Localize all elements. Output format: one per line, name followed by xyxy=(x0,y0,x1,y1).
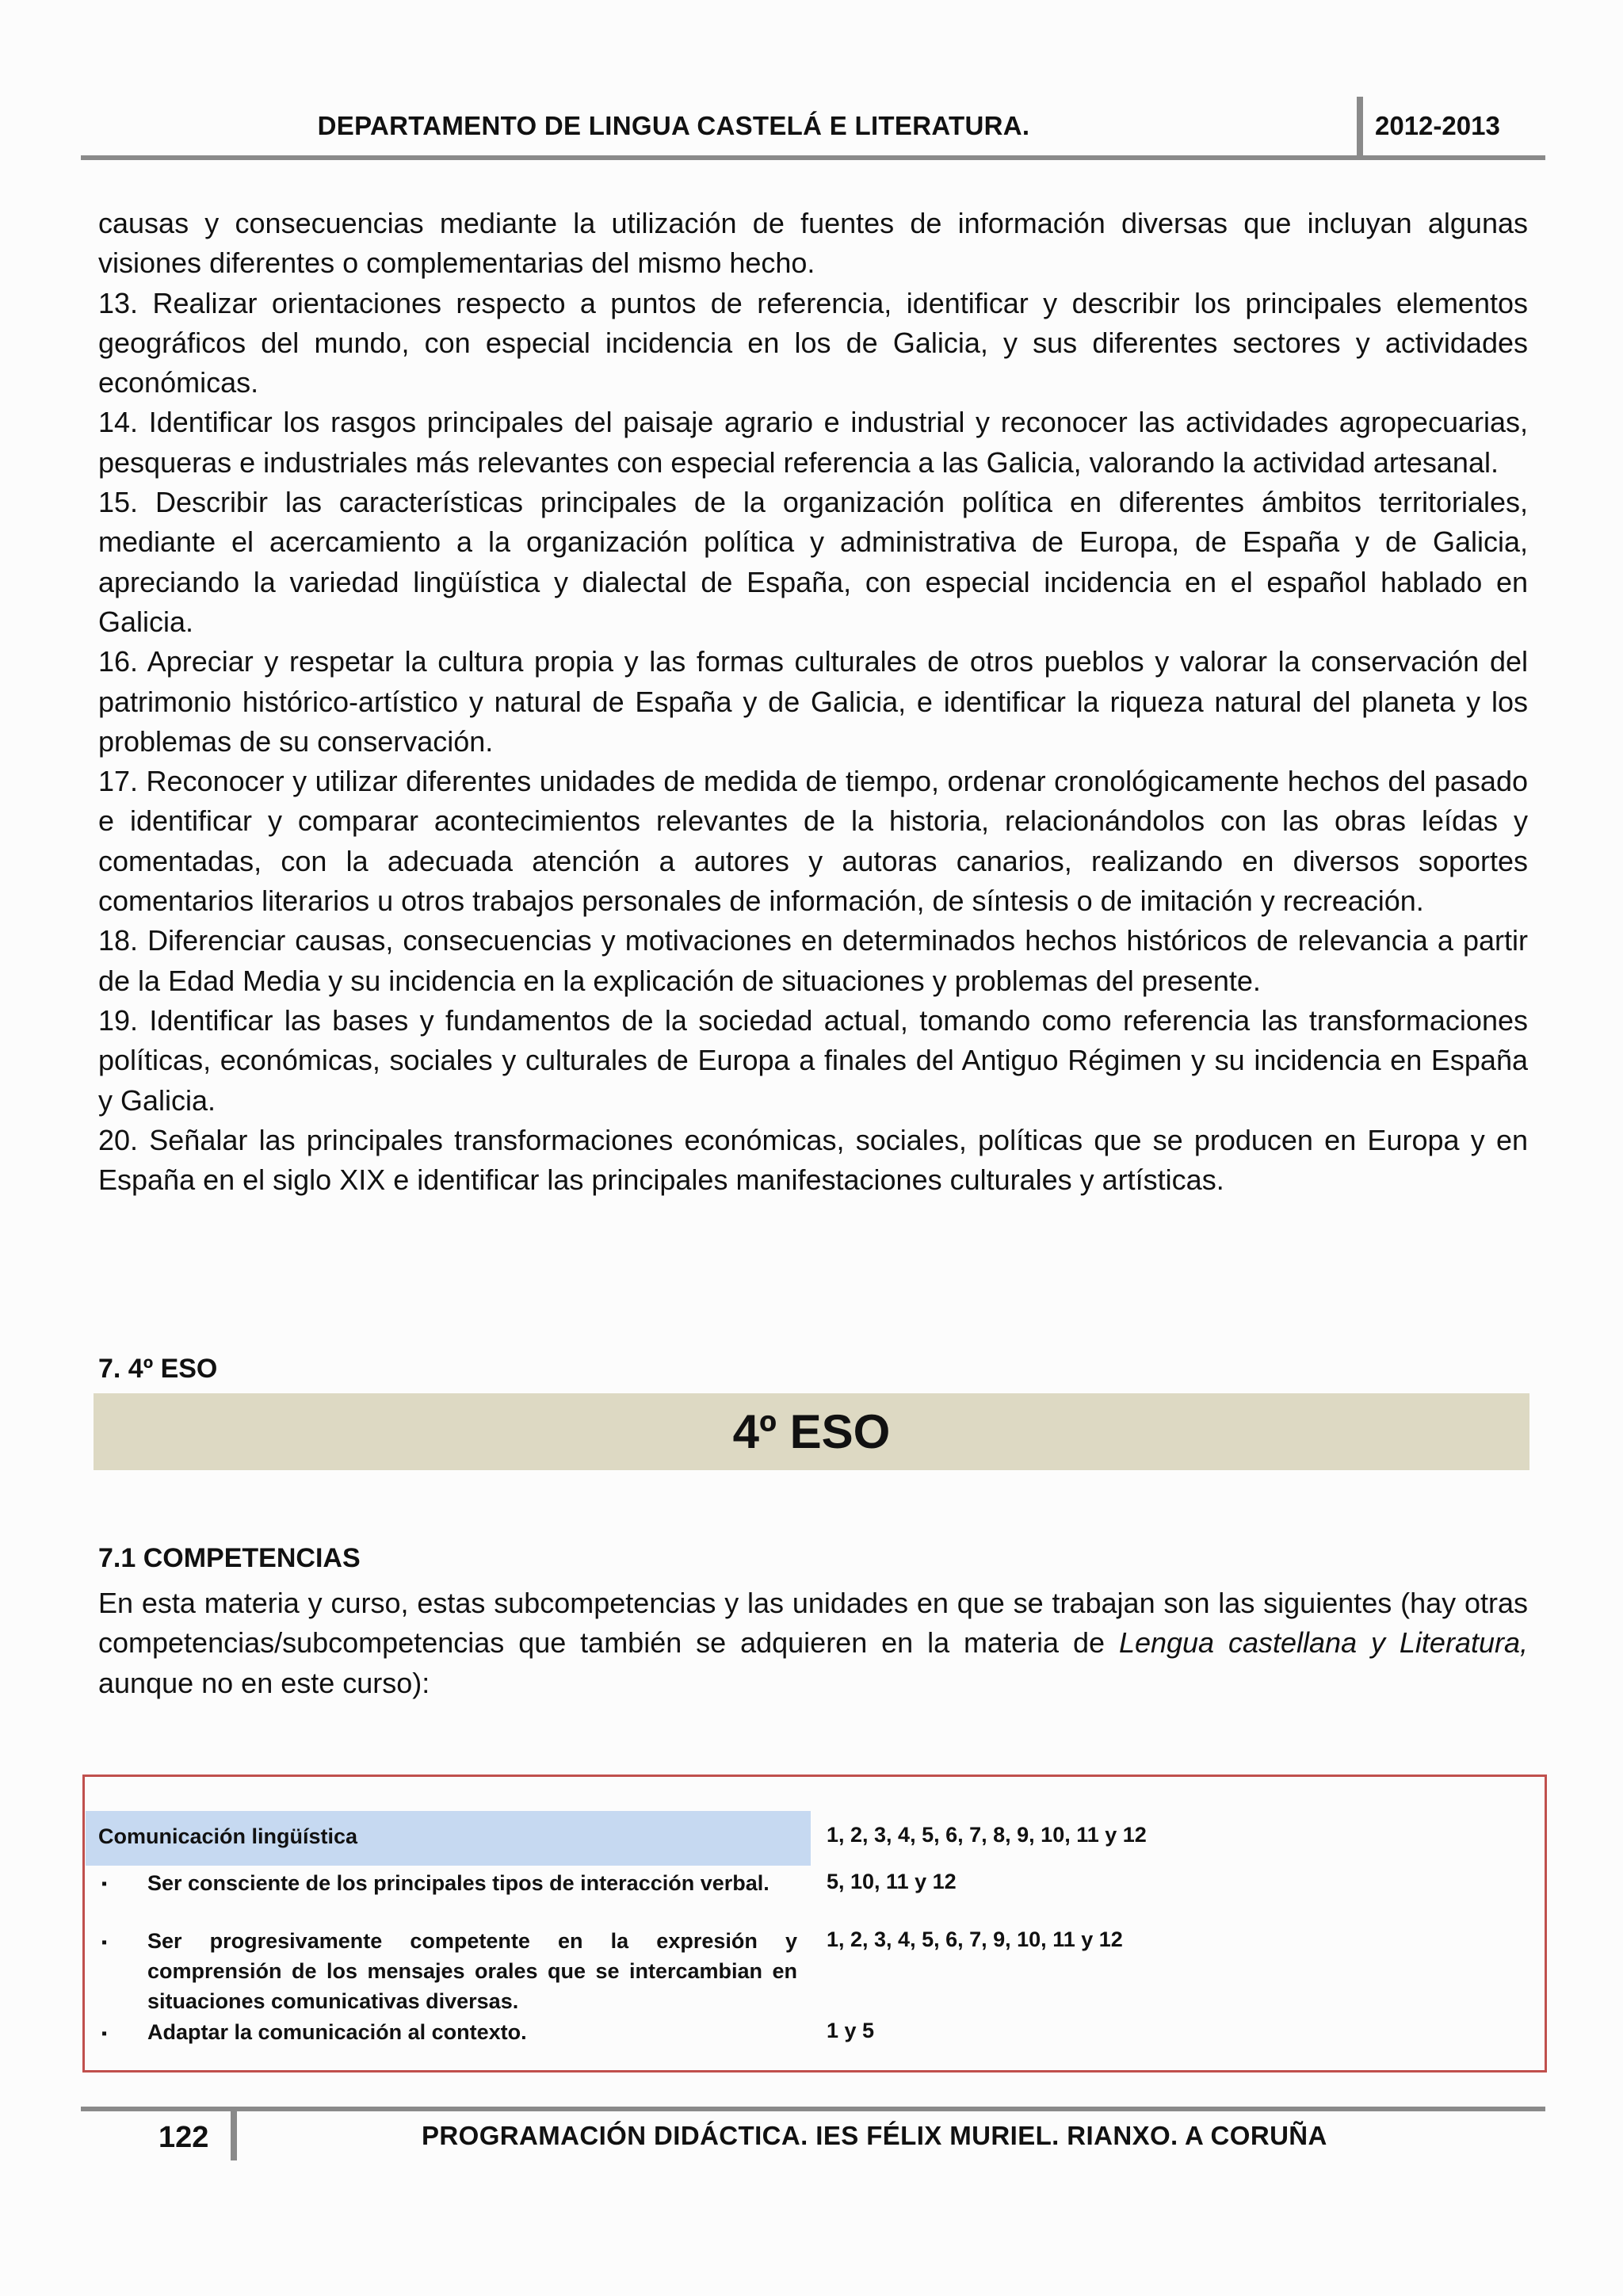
intro-paragraph: En esta materia y curso, estas subcompetencias y las unidades en que se trabajan son las siguientes (hay otras competencias/subcompetencias que también se adquieren en la materia de Lengua castellana y Literatura, aunque no en este curso): xyxy=(98,1587,1528,1699)
competency-units: 5, 10, 11 y 12 xyxy=(827,1870,957,1893)
competency-item: Ser consciente de los principales tipos de interacción verbal. xyxy=(147,1871,769,1895)
header-title: DEPARTAMENTO DE LINGUA CASTELÁ E LITERATURA. xyxy=(317,111,1030,140)
paragraph: 14. Identificar los rasgos principales del paisaje agrario e industrial y reconocer las actividades agropecuarias, pesqueras e industriales más relevantes con especial referencia a las Galicia, valorando la actividad artesanal. xyxy=(98,406,1528,479)
header-divider xyxy=(1357,97,1363,160)
footer-divider xyxy=(231,2110,237,2160)
paragraph: 13. Realizar orientaciones respecto a puntos de referencia, identificar y describir los principales elementos geográficos del mundo, con especial incidencia en los de Galicia, y sus diferentes sectores y actividades económicas. xyxy=(98,286,1528,399)
footer-rule xyxy=(81,2107,1545,2111)
subsection-heading: 7.1 COMPETENCIAS xyxy=(98,1543,361,1573)
paragraph: 20. Señalar las principales transformaciones económicas, sociales, políticas que se producen en Europa y en España en el siglo XIX e identificar las principales manifestaciones culturales y artísticas. xyxy=(98,1123,1528,1197)
competency-units: 1 y 5 xyxy=(827,2019,875,2042)
subject-name: Lengua castellana y Literatura, xyxy=(1118,1626,1528,1660)
paragraph: causas y consecuencias mediante la utilización de fuentes de información diversas que incluyan algunas visiones diferentes o complementarias del mismo hecho. xyxy=(98,207,1528,280)
table-header-units: 1, 2, 3, 4, 5, 6, 7, 8, 9, 10, 11 y 12 xyxy=(827,1823,1147,1847)
bullet-icon: ▪ xyxy=(101,1934,108,1951)
header-rule xyxy=(81,155,1545,160)
competency-item: Ser progresivamente competente en la expresión y comprensión de los mensajes orales que se intercambian en situaciones comunicativas diversas. xyxy=(147,1929,797,2013)
paragraph: 18. Diferenciar causas, consecuencias y motivaciones en determinados hechos históricos de relevancia a partir de la Edad Media y su incidencia en la explicación de situaciones y problemas del presente. xyxy=(98,924,1528,997)
body-text xyxy=(98,204,1528,1200)
competency-units: 1, 2, 3, 4, 5, 6, 7, 9, 10, 11 y 12 xyxy=(827,1927,1123,1951)
paragraph: 16. Apreciar y respetar la cultura propia y las formas culturales de otros pueblos y valorar la conservación del patrimonio histórico-artístico y natural de España y de Galicia, e identificar la riqueza natural del planeta y los problemas de su conservación. xyxy=(98,645,1528,758)
bullet-icon: ▪ xyxy=(101,1875,108,1893)
header-year: 2012-2013 xyxy=(1375,111,1500,140)
bullet-icon: ▪ xyxy=(101,2025,108,2042)
paragraph: 19. Identificar las bases y fundamentos de la sociedad actual, tomando como referencia las transformaciones políticas, económicas, sociales y culturales de Europa a finales del Antiguo Régimen y su incidencia en España y Galicia. xyxy=(98,1003,1528,1117)
paragraph: 17. Reconocer y utilizar diferentes unidades de medida de tiempo, ordenar cronológicamente hechos del pasado e identificar y comparar acontecimientos relevantes de la historia, relacionándolos con las obras leídas y comentadas, con la adecuada atención a autores y autoras canarios, realizando en diversos soportes comentarios literarios u otros trabajos personales de información, de síntesis o de imitación y recreación. xyxy=(98,765,1528,918)
section-heading: 7. 4º ESO xyxy=(98,1354,218,1384)
banner-title: 4º ESO xyxy=(732,1405,891,1458)
paragraph: 15. Describir las características principales de la organización política en diferentes ámbitos territoriales, mediante el acercamiento a la organización política y administrativa de Europa, de España y de Galicia, apreciando la variedad lingüística y dialectal de España, con especial incidencia en el español hablado en Galicia. xyxy=(98,486,1528,638)
table-header-label: Comunicación lingüística xyxy=(98,1824,358,1848)
page-number: 122 xyxy=(158,2121,209,2154)
footer-text: PROGRAMACIÓN DIDÁCTICA. IES FÉLIX MURIEL. RIANXO. A CORUÑA xyxy=(422,2121,1327,2150)
competency-item: Adaptar la comunicación al contexto. xyxy=(147,2020,527,2044)
